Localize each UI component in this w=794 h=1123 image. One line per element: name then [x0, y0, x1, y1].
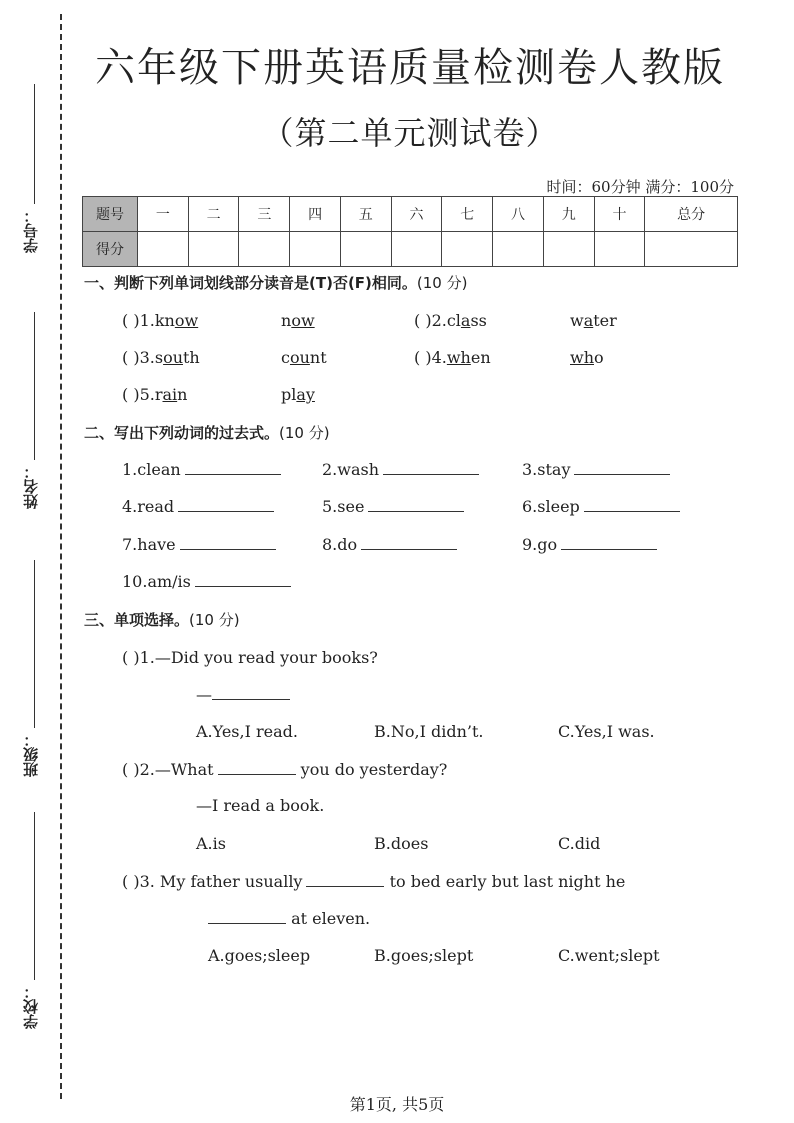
answer-paren[interactable]: ( ) — [122, 385, 140, 404]
word2-part: o — [594, 348, 604, 367]
name-label: 姓名： — [22, 464, 40, 509]
s1-item-3 — [122, 348, 200, 367]
school-field[interactable] — [20, 812, 50, 1032]
verb-label: 5.see — [322, 497, 365, 516]
s3-q1-option-b: B.No,I didn’t. — [374, 722, 484, 741]
s1-item-1-word2 — [281, 311, 315, 330]
s1-item-2-word2 — [570, 311, 617, 330]
word2-underlined: a — [583, 311, 594, 330]
answer-blank[interactable] — [195, 572, 291, 587]
word2-part: w — [570, 311, 584, 330]
s3-q3-line2 — [208, 909, 370, 928]
score-input-cell[interactable] — [442, 232, 493, 267]
word2-part: pl — [281, 385, 297, 404]
score-input-cell[interactable] — [594, 232, 645, 267]
word1-part: ss — [470, 311, 487, 330]
score-input-cell[interactable] — [138, 232, 189, 267]
student-id-label: 学号： — [22, 208, 40, 253]
score-cell: 六 — [391, 197, 442, 232]
s2-item — [522, 497, 680, 516]
score-cell: 二 — [188, 197, 239, 232]
score-cell: 四 — [290, 197, 341, 232]
score-cell: 十 — [594, 197, 645, 232]
score-cell: 九 — [543, 197, 594, 232]
s1-item-4-word2 — [570, 348, 604, 367]
section2-heading — [84, 422, 330, 443]
verb-label: 2.wash — [322, 460, 380, 479]
answer-blank[interactable] — [584, 497, 680, 512]
item-num: 4. — [431, 348, 447, 367]
answer-paren[interactable]: ( ) — [122, 872, 140, 891]
answer-blank[interactable] — [361, 535, 457, 550]
page-subtitle: （第二单元测试卷） — [261, 114, 559, 152]
word2-part: ter — [593, 311, 617, 330]
student-id-field[interactable] — [20, 84, 50, 254]
s3-q3-option-a: A.goes;sleep — [208, 946, 311, 965]
s3-q1-option-a: A.Yes,I read. — [196, 722, 298, 741]
score-table-header-row — [83, 197, 738, 232]
class-label: 班级： — [22, 732, 40, 777]
word2-part: c — [281, 348, 290, 367]
word1-part: n — [177, 385, 188, 404]
class-line — [34, 560, 35, 728]
answer-blank[interactable] — [368, 497, 464, 512]
s2-item — [522, 460, 670, 479]
score-input-cell[interactable] — [188, 232, 239, 267]
section3-points: (10 分) — [189, 611, 240, 629]
name-field[interactable] — [20, 312, 50, 512]
answer-blank[interactable] — [574, 460, 670, 475]
binding-dashed-line — [60, 14, 62, 1099]
s3-q2-option-b: B.does — [374, 834, 429, 853]
word2-underlined: ou — [289, 348, 310, 367]
section2-title: 二、写出下列动词的过去式。 — [84, 424, 280, 442]
score-cell: 总分 — [645, 197, 738, 232]
verb-label: 1.clean — [122, 460, 181, 479]
score-cell: 八 — [493, 197, 544, 232]
verb-label: 7.have — [122, 535, 176, 554]
word1-underlined: a — [460, 311, 471, 330]
score-table-score-row — [83, 232, 738, 267]
question-text: 2.—What — [139, 760, 214, 779]
school-label: 学校： — [22, 984, 40, 1029]
time-info: 时间：60分钟 满分：100分 — [546, 178, 734, 196]
s1-item-2 — [414, 311, 487, 330]
section1-title: 一、判断下列单词划线部分读音是(T)否(F)相同。 — [84, 274, 417, 292]
answer-blank[interactable] — [185, 460, 281, 475]
answer-blank[interactable] — [212, 685, 290, 700]
score-cell: 三 — [239, 197, 290, 232]
section3-title: 三、单项选择。 — [84, 611, 190, 629]
item-num: 2. — [431, 311, 447, 330]
score-cell: 题号 — [83, 197, 138, 232]
word2-underlined: wh — [570, 348, 594, 367]
answer-blank[interactable] — [180, 535, 276, 550]
s2-item — [522, 535, 657, 554]
question-text: to bed early but last night he — [389, 872, 626, 891]
verb-label: 4.read — [122, 497, 175, 516]
s3-q3-option-c: C.went;slept — [558, 946, 660, 965]
section2-points: (10 分) — [279, 424, 330, 442]
score-input-cell[interactable] — [645, 232, 738, 267]
verb-label: 10.am/is — [122, 572, 191, 591]
s3-q2-reply: —I read a book. — [196, 796, 325, 815]
s2-item — [322, 535, 457, 554]
score-row-label: 得分 — [83, 232, 138, 267]
s2-item — [322, 460, 479, 479]
s1-item-5-word2 — [281, 385, 315, 404]
page-number: 第1页, 共5页 — [349, 1095, 445, 1114]
word1-part: kn — [154, 311, 175, 330]
score-cell: 五 — [340, 197, 391, 232]
verb-label: 9.go — [522, 535, 558, 554]
student-id-line — [34, 84, 35, 204]
answer-paren[interactable]: ( ) — [122, 311, 140, 330]
school-line — [34, 812, 35, 980]
score-table — [82, 196, 738, 267]
answer-blank[interactable] — [383, 460, 479, 475]
answer-paren[interactable]: ( ) — [414, 348, 432, 367]
verb-label: 6.sleep — [522, 497, 580, 516]
item-num: 3. — [139, 348, 155, 367]
answer-blank[interactable] — [561, 535, 657, 550]
word1-part: th — [183, 348, 200, 367]
s1-item-3-word2 — [281, 348, 327, 367]
word1-part: en — [470, 348, 491, 367]
s1-item-4 — [414, 348, 491, 367]
word2-underlined: ay — [296, 385, 315, 404]
word2-part: n — [281, 311, 292, 330]
s3-q2-stem — [122, 760, 447, 779]
s3-q2-option-c: C.did — [558, 834, 601, 853]
s3-q3-option-b: B.goes;slept — [374, 946, 474, 965]
word1-part: s — [154, 348, 164, 367]
score-input-cell[interactable] — [543, 232, 594, 267]
item-num: 5. — [139, 385, 155, 404]
word1-underlined: wh — [446, 348, 471, 367]
answer-blank[interactable] — [208, 909, 286, 924]
dash: — — [196, 685, 212, 704]
verb-label: 3.stay — [522, 460, 571, 479]
answer-blank[interactable] — [306, 872, 384, 887]
s3-q1-stem — [122, 648, 378, 667]
answer-paren[interactable]: ( ) — [122, 648, 140, 667]
word2-part: nt — [309, 348, 327, 367]
score-cell: 七 — [442, 197, 493, 232]
answer-blank[interactable] — [178, 497, 274, 512]
page-title: 六年级下册英语质量检测卷人教版 — [95, 45, 725, 91]
word1-part: cl — [446, 311, 461, 330]
question-text: 1.—Did you read your books? — [139, 648, 378, 667]
score-input-cell[interactable] — [493, 232, 544, 267]
answer-paren[interactable]: ( ) — [122, 348, 140, 367]
s2-item — [122, 535, 276, 554]
s3-q2-option-a: A.is — [196, 834, 226, 853]
class-field[interactable] — [20, 560, 50, 780]
score-cell: 一 — [138, 197, 189, 232]
section1-heading — [84, 272, 467, 293]
word1-part: r — [154, 385, 163, 404]
score-input-cell[interactable] — [239, 232, 290, 267]
verb-label: 8.do — [322, 535, 358, 554]
s3-q3-stem — [122, 872, 738, 891]
s1-item-1 — [122, 311, 198, 330]
word2-underlined: ow — [291, 311, 315, 330]
item-num: 1. — [139, 311, 155, 330]
question-text: at eleven. — [291, 909, 371, 928]
s2-item — [122, 497, 274, 516]
score-input-cell[interactable] — [340, 232, 391, 267]
word1-underlined: ou — [163, 348, 183, 367]
word1-underlined: ow — [174, 311, 199, 330]
s3-q1-answer-line — [196, 685, 290, 704]
s2-item — [322, 497, 464, 516]
section1-points: (10 分) — [416, 274, 468, 292]
s2-item — [122, 460, 281, 479]
question-text: 3. My father usually — [139, 872, 303, 891]
answer-blank[interactable] — [218, 760, 296, 775]
word1-underlined: ai — [162, 385, 178, 404]
name-line — [34, 312, 35, 460]
question-text: you do yesterday? — [300, 760, 448, 779]
section3-heading — [84, 609, 240, 630]
answer-paren[interactable]: ( ) — [122, 760, 140, 779]
score-input-cell[interactable] — [290, 232, 341, 267]
s3-q1-option-c: C.Yes,I was. — [558, 722, 655, 741]
answer-paren[interactable]: ( ) — [414, 311, 432, 330]
s2-item — [122, 572, 291, 591]
s1-item-5 — [122, 385, 187, 404]
score-input-cell[interactable] — [391, 232, 442, 267]
